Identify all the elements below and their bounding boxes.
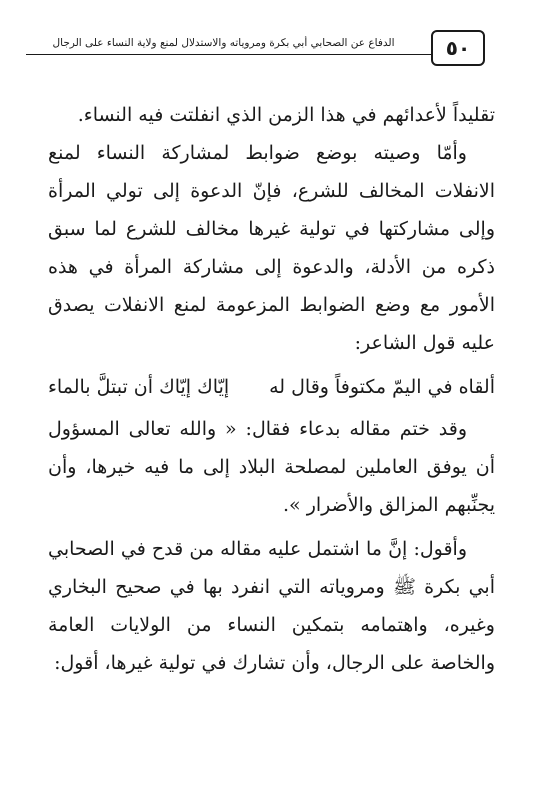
- body-text: [48, 96, 495, 682]
- header-rule: [26, 54, 431, 55]
- page-number: ٥٠: [431, 30, 485, 66]
- paragraph-1: تقليداً لأعدائهم في هذا الزمن الذي انفلتت فيه النساء.: [77, 104, 495, 126]
- running-title: الدفاع عن الصحابي أبي بكرة ومروياته والاستدلال لمنع ولاية النساء على الرجال: [52, 37, 395, 49]
- poetry-verse: [48, 368, 495, 406]
- paragraph-4: وأقول: إنَّ ما اشتمل عليه مقاله من قدح في الصحابي أبي بكرة ﷺ ومروياته التي انفرد بها في صحيح البخاري وغيره، واهتمامه بتمكين النساء من الولايات العامة والخاصة على الرجال، وأن تشارك في تولية غيرها، أقول:: [48, 538, 495, 674]
- paragraph-2: وأمّا وصيته بوضع ضوابط لمشاركة النساء لمنع الانفلات المخالف للشرع، فإنّ الدعوة إلى تولي المرأة وإلى مشاركتها في تولية غيرها مخالف للشرع لما سبق ذكره من الأدلة، والدعوة إلى مشاركة المرأة في هذه الأمور مع وضع الضوابط المزعومة لمنع الانفلات يصدق عليه قول الشاعر:: [48, 142, 495, 354]
- verse-second-hemistich: إيّاك إيّاك أن تبتلَّ بالماء: [48, 376, 230, 398]
- verse-first-hemistich: ألقاه في اليمّ مكتوفاً وقال له: [269, 376, 495, 398]
- page-header: [26, 30, 485, 70]
- paragraph-3: وقد ختم مقاله بدعاء فقال: « والله تعالى المسؤول أن يوفق العاملين لمصلحة البلاد إلى ما فيه خيرها، وأن يجنِّبهم المزالق والأضرار ».: [48, 418, 495, 516]
